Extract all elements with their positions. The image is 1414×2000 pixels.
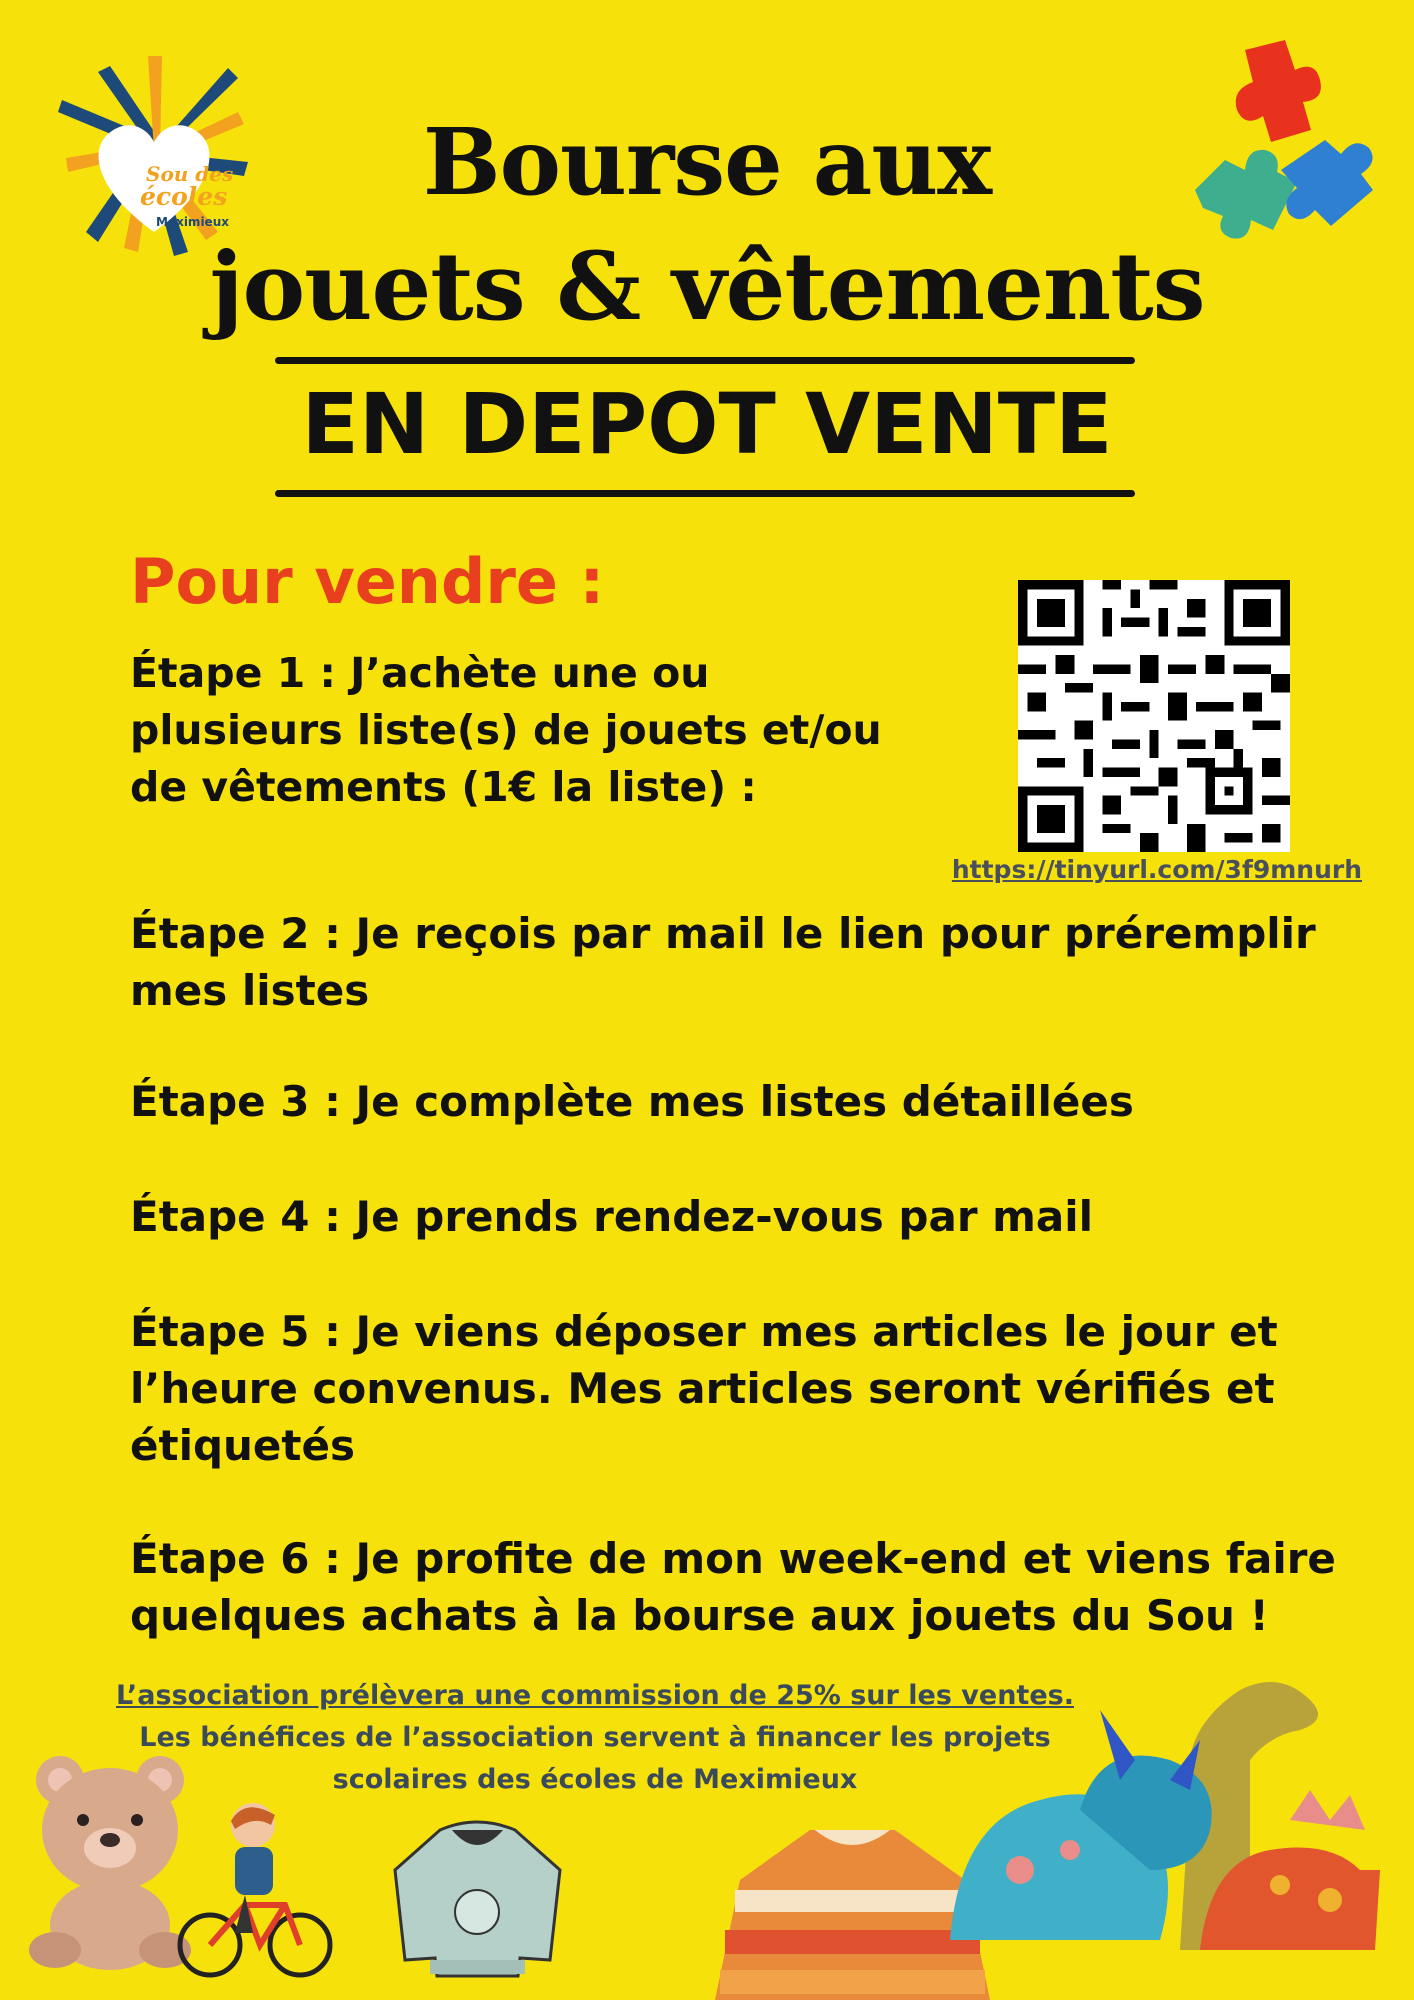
title-line-1: Bourse aux: [422, 108, 992, 216]
subtitle: EN DEPOT VENTE: [301, 375, 1113, 473]
step-5: Étape 5 : Je viens déposer mes articles le jour et l’heure convenus. Mes articles seront vérifiés et étiquetés: [130, 1307, 1278, 1470]
step-6: Étape 6 : Je profite de mon week-end et viens faire quelques achats à la bourse aux jouets du Sou !: [130, 1534, 1336, 1640]
sweater-icon: [715, 1820, 990, 2000]
divider-bottom: [275, 490, 1135, 497]
title-line-2: jouets & vêtements: [209, 232, 1205, 342]
commission-note: L’association prélèvera une commission de 25% sur les ventes.: [116, 1680, 1074, 1711]
child-on-bicycle-icon: [175, 1795, 335, 1980]
teddy-bear-icon: [25, 1750, 195, 1970]
divider-top: [275, 357, 1135, 364]
sell-heading: Pour vendre :: [130, 545, 605, 618]
benefit-line-1: Les bénéfices de l’association servent à financer les projets: [139, 1722, 1051, 1753]
step-2: Étape 2 : Je reçois par mail le lien pour préremplir mes listes: [130, 909, 1316, 1015]
benefit-line-2: scolaires des écoles de Meximieux: [332, 1764, 858, 1795]
logo-text-line1: Sou des: [146, 162, 234, 186]
hoodie-icon: [390, 1820, 565, 1978]
step-3: Étape 3 : Je complète mes listes détaillées: [130, 1077, 1134, 1126]
qr-url-link[interactable]: https://tinyurl.com/3f9mnurh: [951, 855, 1362, 884]
dinosaurs-icon: [950, 1670, 1380, 1970]
step-1: Étape 1 : J’achète une ou plusieurs liste(s) de jouets et/ou de vêtements (1€ la liste) :: [130, 649, 882, 811]
logo-text-line3: Meximieux: [156, 215, 229, 229]
step-4: Étape 4 : Je prends rendez-vous par mail: [130, 1192, 1094, 1241]
logo-text-line2: écoles: [140, 182, 228, 211]
qr-code-icon[interactable]: [1018, 580, 1290, 852]
